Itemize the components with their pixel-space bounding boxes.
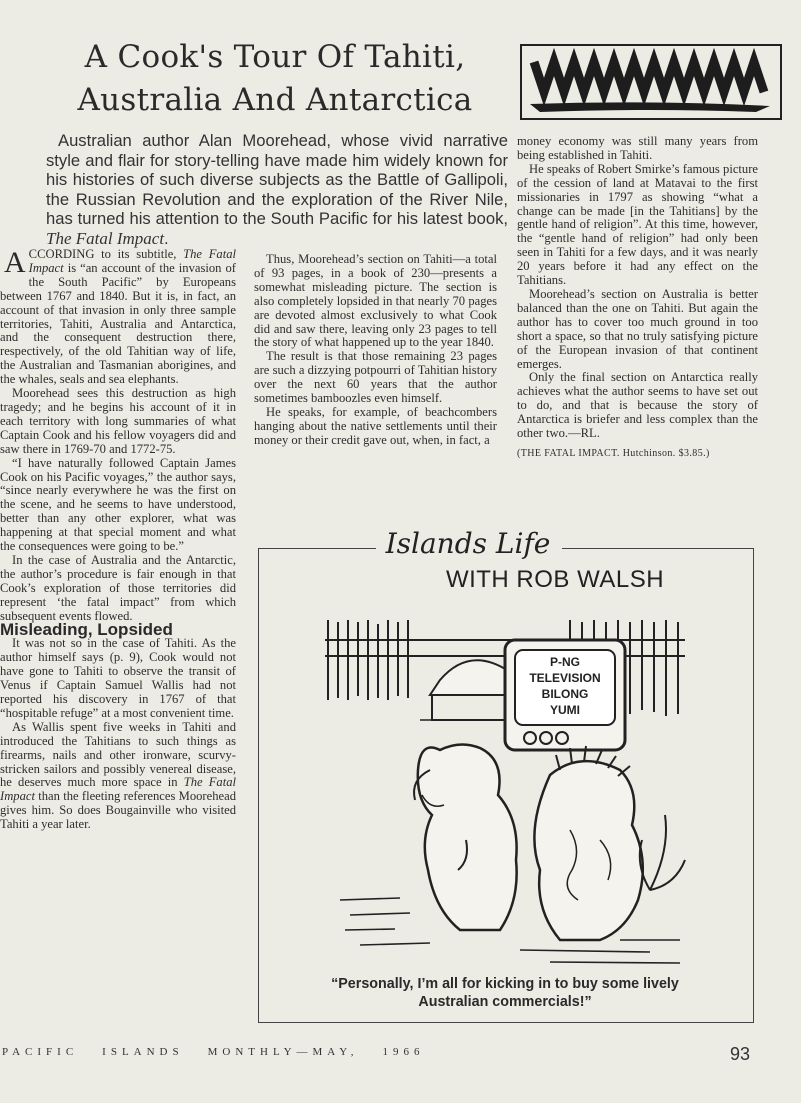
cartoon-byline: WITH ROB WALSH [445,566,665,593]
column-2 [254,253,497,448]
tv-text-line-2: TELEVISION [529,671,601,685]
paragraph: Thus, Moorehead’s section on Tahiti—a total of 93 pages, in a book of 230—presents a somewhat misleading picture. The section is also completely lopsided in that nearly 70 pages are devoted almost exclusively to what Cook did and saw there, leaving only 23 pages to tell the story of what happened up to the year 1840. [254,252,497,350]
paragraph: The result is that those remaining 23 pages are such a dizzying potpourri of Tahitian history over the next 60 years that the author sometimes bamboozles even himself. [254,349,497,406]
paragraph: ACCORDING to its subtitle, The Fatal Impact is “an account of the invasion of the South Pacific” by Europeans between 1767 and 1840. But it is, in fact, an account of that invasion in only three sample territories, Tahiti, Australia and Antarctica, and the consequent destruction there, respectively, of the old Tahitian way of life, the Australian and Tasmanian aborigines, and the whales, seals and sea elephants. [0,246,236,387]
paragraph: Only the final section on Antarctica really achieves what the author seems to have set out to do, and that is because the story of Antarctica is briefer and less complex than the other two.—RL. [517,370,758,441]
footer-word-4: 1966 [382,1046,425,1058]
caption-line-1: “Personally, I’m all for kicking in to buy some lively [331,976,679,992]
paragraph: Moorehead’s section on Australia is better balanced than the one on Tahiti. But again the author has to cover too much ground in too short a space, so that no truly satisfying picture of the European invasion of that continent emerges. [517,286,758,371]
magazine-footer [2,1046,482,1058]
cartoon-illustration [320,600,692,970]
article-title [40,36,510,122]
paragraph: Moorehead sees this destruction as high tragedy; and he begins his account of it in each territory with long summaries of what Captain Cook and his fellow voyagers did and saw there in 1769-70 and 1772-75. [0,386,236,456]
caption-line-2: Australian commercials!” [418,994,592,1010]
paragraph: He speaks, for example, of beachcombers hanging about the native settlements until their money or their credit gave out, when, in fact, a [254,404,497,447]
footer-word-3: MONTHLY—MAY, [207,1046,359,1058]
paragraph: He speaks of Robert Smirke’s famous picture of the cession of land at Matavai to the first missionaries in 1797 as showing “what a change can be made [in the Tahitians] by the gentle hand of religion”. At this time, however, the “gentle hand of religion” had only been seen in Tahiti for a few days, and it was nearly 20 years before it had any effect on the Tahitians. [517,161,758,288]
tv-text-line-1: P-NG [550,655,580,669]
paragraph: It was not so in the case of Tahiti. As the author himself says (p. 9), Cook would not have gone to Tahiti to observe the transit of Venus if Captain Samuel Wallis had not reported his discovery in 1767 of that “hospitable refuge” at a most convenient time. [0,636,236,720]
tv-text-line-4: YUMI [550,703,580,717]
paragraph: In the case of Australia and the Antarctic, the author’s procedure is fair enough in that Cook’s exploration of those territories did represent ‘the fatal impact” from which subsequent events flowed. [0,552,236,623]
article-intro: Australian author Alan Moorehead, whose vivid narrative style and flair for story-telling have made him widely known for his histories of such diverse subjects as the Battle of Gallipoli, the Russian Revolution and the exploration of the River Nile, has turned his attention to the South Pacific for his latest book, The Fatal Impact. [46,131,508,248]
drop-cap: A [4,246,26,279]
title-line-2: Australia And Antarctica [77,82,473,118]
book-credit: (THE FATAL IMPACT. Hutchinson. $3.85.) [517,447,710,459]
paragraph: “I have naturally followed Captain James Cook on his Pacific voyages,” the author says, “since nearly everywhere he was the first on the scene, and he seems to have understood, better than any other explorer, what was happening at that special moment and what the consequences were going to be.” [0,455,236,554]
tv-text-line-3: BILONG [541,687,589,701]
page-number: 93 [730,1044,751,1064]
paragraph: money economy was still many years from being established in Tahiti. [517,134,758,162]
cartoon-caption [300,975,710,1011]
section-subheading: Misleading, Lopsided [0,620,173,640]
column-1 [0,248,236,832]
book-title: The Fatal Impact [46,228,165,248]
paragraph: As Wallis spent five weeks in Tahiti and introduced the Tahitians to such things as firearms, nails and other ironware, scurvy-stricken sailors and possibly venereal disease, he deserves much more space in The Fatal Impact than the fleeting references Moorehead gives him. So does Bougainville who visited Tahiti a year later. [0,719,236,832]
footer-word-2: ISLANDS [102,1046,184,1058]
column-3 [517,135,758,461]
footer-word-1: PACIFIC [2,1046,79,1058]
zigzag-logo [520,44,782,120]
cartoon-heading: Islands Life [385,527,551,560]
title-line-1: A Cook's Tour Of Tahiti, [84,39,466,75]
